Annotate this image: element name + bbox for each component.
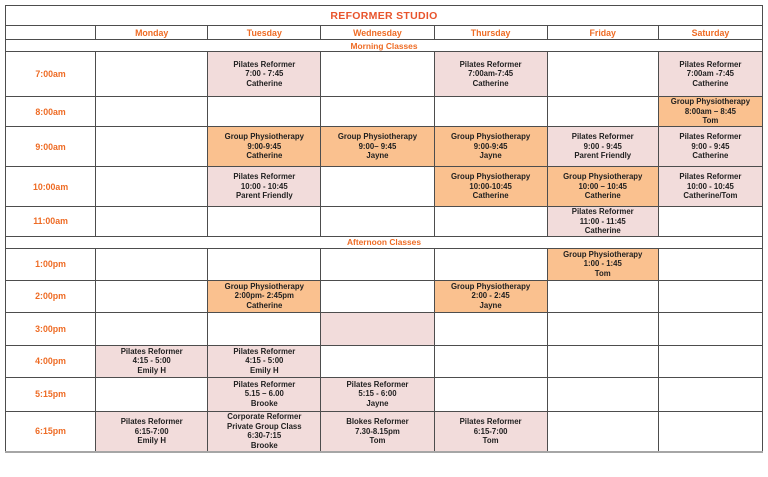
time-row-8:00am bbox=[6, 97, 763, 127]
class-cell-tuesday-10:00am: Pilates Reformer 10:00 - 10:45 Parent Friendly bbox=[208, 167, 321, 207]
day-header-friday: Friday bbox=[547, 26, 658, 40]
class-cell-monday-4:00pm: Pilates Reformer 4:15 - 5:00 Emily H bbox=[96, 345, 208, 377]
empty-cell-tuesday-1:00pm bbox=[208, 248, 321, 280]
time-label-7:00am: 7:00am bbox=[6, 52, 96, 97]
empty-cell-thursday-3:00pm bbox=[434, 312, 547, 345]
class-cell-saturday-7:00am: Pilates Reformer 7:00am -7:45 Catherine bbox=[658, 52, 762, 97]
empty-cell-monday-5:15pm bbox=[96, 377, 208, 411]
class-cell-tuesday-2:00pm: Group Physiotherapy 2:00pm- 2:45pm Catherine bbox=[208, 280, 321, 312]
empty-cell-friday-4:00pm bbox=[547, 345, 658, 377]
empty-cell-friday-2:00pm bbox=[547, 280, 658, 312]
time-row-11:00am bbox=[6, 207, 763, 237]
empty-cell-monday-1:00pm bbox=[96, 248, 208, 280]
section-row-morning-classes bbox=[6, 40, 763, 52]
empty-cell-wednesday-11:00am bbox=[321, 207, 434, 237]
day-header-wednesday: Wednesday bbox=[321, 26, 434, 40]
empty-cell-thursday-8:00am bbox=[434, 97, 547, 127]
empty-cell-monday-3:00pm bbox=[96, 312, 208, 345]
class-cell-thursday-7:00am: Pilates Reformer 7:00am-7:45 Catherine bbox=[434, 52, 547, 97]
empty-cell-saturday-2:00pm bbox=[658, 280, 762, 312]
class-cell-wednesday-6:15pm: Blokes Reformer 7.30-8.15pm Tom bbox=[321, 411, 434, 452]
class-cell-thursday-6:15pm: Pilates Reformer 6:15-7:00 Tom bbox=[434, 411, 547, 452]
empty-cell-friday-7:00am bbox=[547, 52, 658, 97]
class-cell-saturday-8:00am: Group Physiotherapy 8:00am – 8:45 Tom bbox=[658, 97, 762, 127]
empty-cell-saturday-11:00am bbox=[658, 207, 762, 237]
empty-cell-monday-8:00am bbox=[96, 97, 208, 127]
empty-cell-tuesday-3:00pm bbox=[208, 312, 321, 345]
time-row-3:00pm bbox=[6, 312, 763, 345]
time-label-2:00pm: 2:00pm bbox=[6, 280, 96, 312]
empty-cell-friday-8:00am bbox=[547, 97, 658, 127]
empty-cell-saturday-4:00pm bbox=[658, 345, 762, 377]
empty-cell-tuesday-11:00am bbox=[208, 207, 321, 237]
empty-cell-thursday-4:00pm bbox=[434, 345, 547, 377]
time-label-5:15pm: 5:15pm bbox=[6, 377, 96, 411]
empty-cell-thursday-1:00pm bbox=[434, 248, 547, 280]
time-label-1:00pm: 1:00pm bbox=[6, 248, 96, 280]
section-label-afternoon-classes: Afternoon Classes bbox=[6, 236, 763, 248]
day-header-monday: Monday bbox=[96, 26, 208, 40]
time-row-6:15pm bbox=[6, 411, 763, 452]
time-row-5:15pm bbox=[6, 377, 763, 411]
schedule-page bbox=[0, 5, 768, 477]
section-row-afternoon-classes bbox=[6, 236, 763, 248]
time-row-1:00pm bbox=[6, 248, 763, 280]
section-label-morning-classes: Morning Classes bbox=[6, 40, 763, 52]
time-label-9:00am: 9:00am bbox=[6, 127, 96, 167]
time-row-10:00am bbox=[6, 167, 763, 207]
class-cell-tuesday-5:15pm: Pilates Reformer 5.15 – 6.00 Brooke bbox=[208, 377, 321, 411]
class-cell-saturday-9:00am: Pilates Reformer 9:00 - 9:45 Catherine bbox=[658, 127, 762, 167]
class-cell-thursday-10:00am: Group Physiotherapy 10:00-10:45 Catherine bbox=[434, 167, 547, 207]
empty-cell-saturday-1:00pm bbox=[658, 248, 762, 280]
class-cell-tuesday-6:15pm: Corporate Reformer Private Group Class 6:30-7:15 Brooke bbox=[208, 411, 321, 452]
empty-cell-monday-9:00am bbox=[96, 127, 208, 167]
empty-cell-thursday-5:15pm bbox=[434, 377, 547, 411]
shaded-cell-wednesday-3:00pm bbox=[321, 312, 434, 345]
class-cell-wednesday-9:00am: Group Physiotherapy 9:00– 9:45 Jayne bbox=[321, 127, 434, 167]
empty-cell-wednesday-4:00pm bbox=[321, 345, 434, 377]
empty-cell-monday-2:00pm bbox=[96, 280, 208, 312]
empty-cell-wednesday-7:00am bbox=[321, 52, 434, 97]
time-label-4:00pm: 4:00pm bbox=[6, 345, 96, 377]
time-column-header bbox=[6, 26, 96, 40]
empty-cell-monday-10:00am bbox=[96, 167, 208, 207]
time-row-9:00am bbox=[6, 127, 763, 167]
class-cell-tuesday-9:00am: Group Physiotherapy 9:00-9:45 Catherine bbox=[208, 127, 321, 167]
class-cell-friday-1:00pm: Group Physiotherapy 1:00 - 1:45 Tom bbox=[547, 248, 658, 280]
class-cell-friday-10:00am: Group Physiotherapy 10:00 – 10:45 Catherine bbox=[547, 167, 658, 207]
timetable-body bbox=[6, 6, 763, 453]
empty-cell-wednesday-8:00am bbox=[321, 97, 434, 127]
empty-cell-tuesday-8:00am bbox=[208, 97, 321, 127]
empty-cell-friday-6:15pm bbox=[547, 411, 658, 452]
empty-cell-thursday-11:00am bbox=[434, 207, 547, 237]
empty-cell-wednesday-10:00am bbox=[321, 167, 434, 207]
empty-cell-wednesday-2:00pm bbox=[321, 280, 434, 312]
empty-cell-saturday-5:15pm bbox=[658, 377, 762, 411]
class-cell-tuesday-7:00am: Pilates Reformer 7:00 - 7:45 Catherine bbox=[208, 52, 321, 97]
time-label-11:00am: 11:00am bbox=[6, 207, 96, 237]
class-cell-tuesday-4:00pm: Pilates Reformer 4:15 - 5:00 Emily H bbox=[208, 345, 321, 377]
empty-cell-friday-3:00pm bbox=[547, 312, 658, 345]
class-cell-wednesday-5:15pm: Pilates Reformer 5:15 - 6:00 Jayne bbox=[321, 377, 434, 411]
title-row bbox=[6, 6, 763, 26]
empty-cell-friday-5:15pm bbox=[547, 377, 658, 411]
empty-cell-saturday-6:15pm bbox=[658, 411, 762, 452]
studio-title: REFORMER STUDIO bbox=[6, 6, 763, 26]
class-cell-thursday-9:00am: Group Physiotherapy 9:00-9:45 Jayne bbox=[434, 127, 547, 167]
timetable bbox=[5, 5, 763, 453]
day-header-row bbox=[6, 26, 763, 40]
class-cell-friday-9:00am: Pilates Reformer 9:00 - 9:45 Parent Friendly bbox=[547, 127, 658, 167]
class-cell-monday-6:15pm: Pilates Reformer 6:15-7:00 Emily H bbox=[96, 411, 208, 452]
day-header-tuesday: Tuesday bbox=[208, 26, 321, 40]
empty-cell-monday-7:00am bbox=[96, 52, 208, 97]
class-cell-saturday-10:00am: Pilates Reformer 10:00 - 10:45 Catherine/Tom bbox=[658, 167, 762, 207]
class-cell-thursday-2:00pm: Group Physiotherapy 2:00 - 2:45 Jayne bbox=[434, 280, 547, 312]
class-cell-friday-11:00am: Pilates Reformer 11:00 - 11:45 Catherine bbox=[547, 207, 658, 237]
day-header-thursday: Thursday bbox=[434, 26, 547, 40]
time-label-3:00pm: 3:00pm bbox=[6, 312, 96, 345]
time-row-2:00pm bbox=[6, 280, 763, 312]
day-header-saturday: Saturday bbox=[658, 26, 762, 40]
time-label-8:00am: 8:00am bbox=[6, 97, 96, 127]
time-label-6:15pm: 6:15pm bbox=[6, 411, 96, 452]
empty-cell-wednesday-1:00pm bbox=[321, 248, 434, 280]
empty-cell-monday-11:00am bbox=[96, 207, 208, 237]
empty-cell-saturday-3:00pm bbox=[658, 312, 762, 345]
time-label-10:00am: 10:00am bbox=[6, 167, 96, 207]
time-row-7:00am bbox=[6, 52, 763, 97]
time-row-4:00pm bbox=[6, 345, 763, 377]
